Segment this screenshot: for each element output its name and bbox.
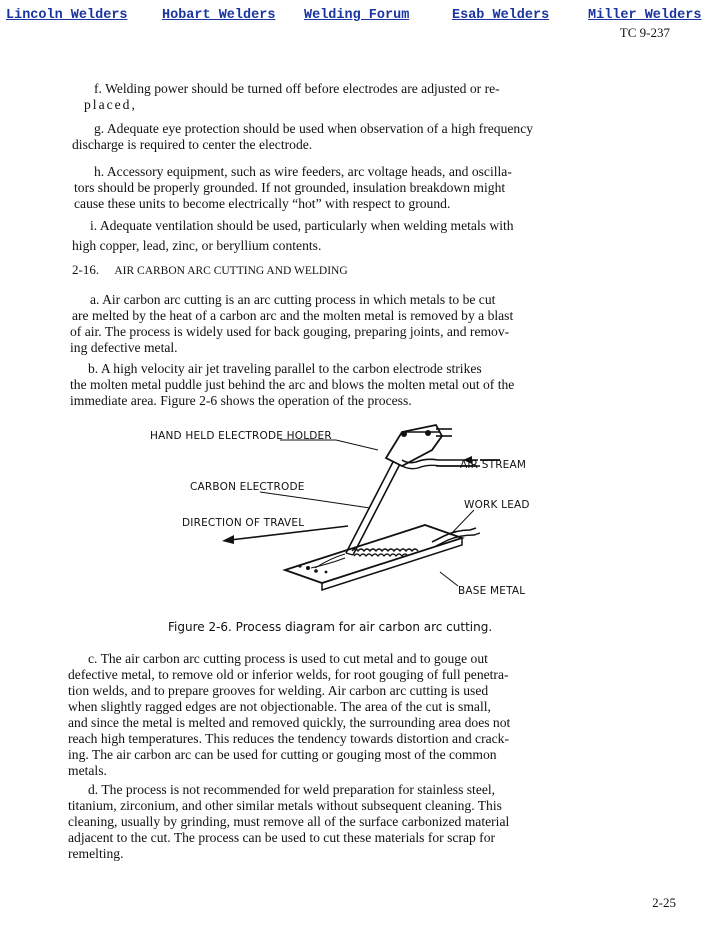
nav-link-miller[interactable]: Miller Welders [588,8,702,23]
nav-link-esab[interactable]: Esab Welders [452,8,550,23]
document-code: TC 9-237 [619,25,670,40]
paragraph-c: c. The air carbon arc cutting process is used to cut metal and to gouge out defective metal, to remove old or inferior welds, for root gouging of full penetra- tion welds, and to prepare grooves for welding. Air carbon arc cutting is used when slightly ragged edges are not objectionable. The area of the cut is small, and since the metal is melted and removed quickly, the surrounding area does not reach high temperatures. This reduces the tendency towards distortion and crack- ing. The air carbon arc can be used for cutting or gouging most of the common metals. [68,651,511,778]
paragraph-i: i. Adequate ventilation should be used, particularly when welding metals with high copper, lead, zinc, or beryllium contents. [72,218,514,253]
figure-caption: Figure 2-6. Process diagram for air carbon arc cutting. [168,620,493,634]
label-holder: HAND HELD ELECTRODE HOLDER [150,430,332,442]
paragraph-g: g. Adequate eye protection should be used when observation of a high frequency discharge is required to center the electrode. [72,121,534,152]
label-direction: DIRECTION OF TRAVEL [182,517,305,529]
process-diagram [140,420,580,610]
nav-link-forum[interactable]: Welding Forum [304,8,410,23]
label-air-stream: AIR STREAM [460,459,527,471]
paragraph-d: d. The process is not recommended for weld preparation for stainless steel, titanium, zirconium, and other similar metals without subsequent cleaning. This cleaning, usually by grinding, must remove all of the surface carbonized material adjacent to the cut. The process can be used to cut these materials for scrap for remelting. [68,782,510,861]
section-heading [72,262,348,278]
leader-electrode [260,492,370,508]
leader-base-metal [440,572,458,586]
nav-link-lincoln[interactable]: Lincoln Welders [6,8,128,23]
paragraph-b: b. A high velocity air jet traveling parallel to the carbon electrode strikes the molten metal puddle just behind the arc and blows the molten metal out of the immediate area. Figure 2-6 shows the operation of the process. [70,361,515,408]
label-work-lead: WORK LEAD [464,499,530,511]
section-number: 2-16. [72,262,100,277]
label-base-metal: BASE METAL [458,585,526,597]
page-number: 2-25 [652,895,676,910]
label-electrode: CARBON ELECTRODE [190,481,305,493]
nav-link-hobart[interactable]: Hobart Welders [162,8,276,23]
paragraph-h: h. Accessory equipment, such as wire feeders, arc voltage heads, and oscilla- tors should be properly grounded. If not grounded, insulation breakdown might cause these units to become electrically “hot” with respect to ground. [74,164,512,211]
paragraph-a: a. Air carbon arc cutting is an arc cutting process in which metals to be cut are melted by the heat of a carbon arc and the molten metal is removed by a blast of air. The process is widely used for back gouging, preparing joints, and remov- ing defective metal. [70,292,514,355]
section-title: AIR CARBON ARC CUTTING AND WELDING [114,265,348,277]
top-nav [0,8,728,28]
paragraph-f: f. Welding power should be turned off before electrodes are adjusted or re- placed, [84,81,500,112]
